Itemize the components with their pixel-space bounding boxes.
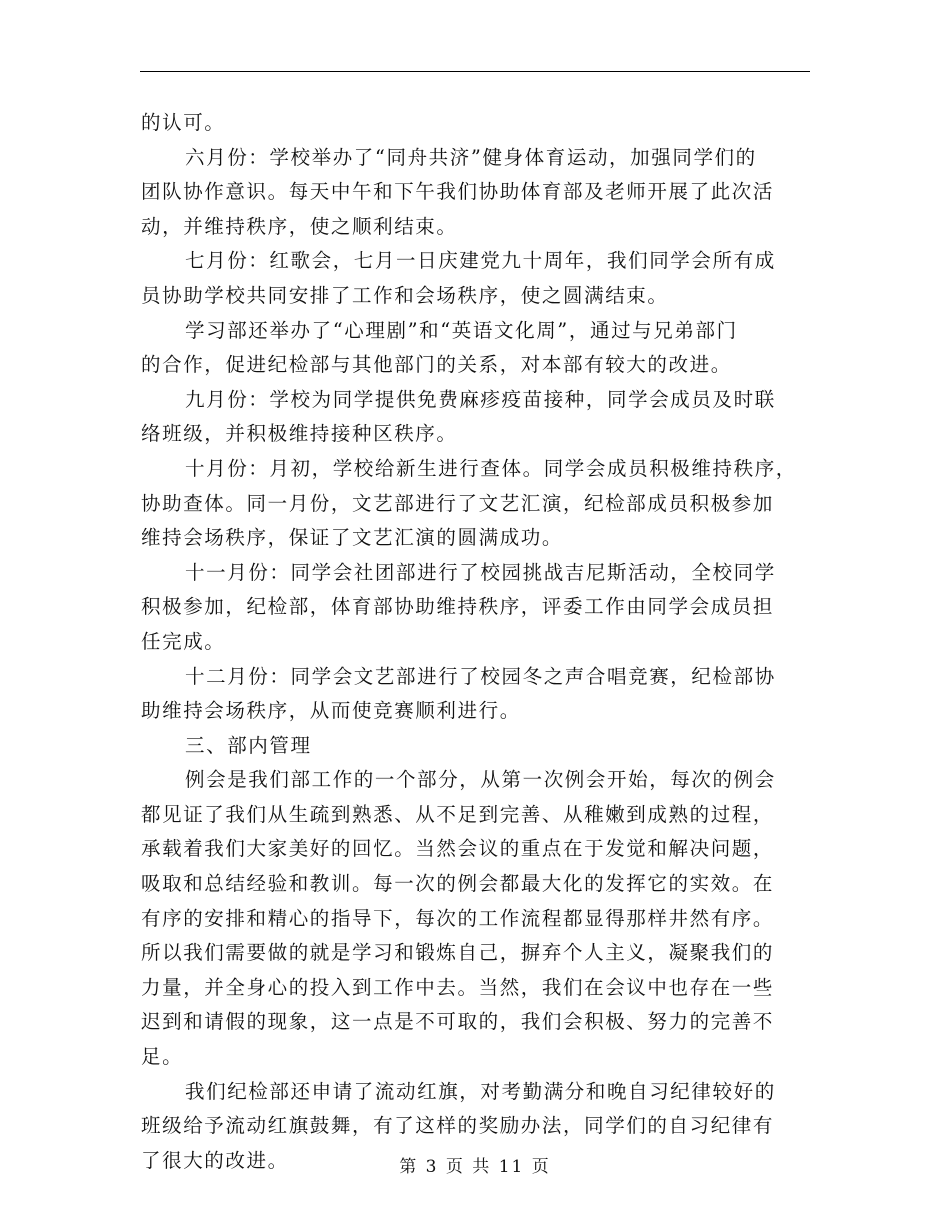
text-line: 维持会场秩序，保证了文艺汇演的圆满成功。 <box>141 526 564 550</box>
text-line: 所以我们需要做的就是学习和锻炼自己，摒弃个人主义，凝聚我们的 <box>141 941 775 965</box>
text-line: 例会是我们部工作的一个部分，从第一次例会开始，每次的例会 <box>185 768 776 792</box>
text-line: 协助查体。同一月份，文艺部进行了文艺汇演，纪检部成员积极参加 <box>141 491 775 515</box>
text-line: 络班级，并积极维持接种区秩序。 <box>141 422 458 446</box>
text-line: 团队协作意识。每天中午和下午我们协助体育部及老师开展了此次活 <box>141 180 775 204</box>
header-rule <box>140 71 810 72</box>
text-line: 的认可。 <box>141 111 226 134</box>
text-line: 足。 <box>141 1045 184 1069</box>
text-line: 助维持会场秩序，从而使竞赛顺利进行。 <box>141 699 521 723</box>
text-line: 力量，并全身心的投入到工作中去。当然，我们在会议中也存在一些 <box>141 975 775 999</box>
text-line: 七月份：红歌会，七月一日庆建党九十周年，我们同学会所有成 <box>185 249 776 273</box>
text-line: 三、部内管理 <box>185 733 312 757</box>
document-body <box>141 106 809 1178</box>
text-line: 十一月份：同学会社团部进行了校园挑战吉尼斯活动，全校同学 <box>185 560 776 584</box>
text-line: 十二月份：同学会文艺部进行了校园冬之声合唱竞赛，纪检部协 <box>185 664 776 688</box>
text-line: 班级给予流动红旗鼓舞，有了这样的奖励办法，同学们的自习纪律有 <box>141 1114 775 1138</box>
text-line: 任完成。 <box>141 629 226 653</box>
text-line: 六月份：学校举办了“同舟共济”健身体育运动，加强同学们的 <box>185 145 757 169</box>
text-line: 的合作，促进纪检部与其他部门的关系，对本部有较大的改进。 <box>141 353 732 377</box>
text-line: 了很大的改进。 <box>141 1148 289 1172</box>
text-line: 迟到和请假的现象，这一点是不可取的，我们会积极、努力的完善不 <box>141 1010 775 1034</box>
text-line: 员协助学校共同安排了工作和会场秩序，使之圆满结束。 <box>141 283 669 307</box>
text-line: 积极参加，纪检部，体育部协助维持秩序，评委工作由同学会成员担 <box>141 595 775 619</box>
text-line: 都见证了我们从生疏到熟悉、从不足到完善、从稚嫩到成熟的过程， <box>141 802 775 826</box>
text-line: 学习部还举办了“心理剧”和“英语文化周”，通过与兄弟部门 <box>185 318 738 342</box>
text-line: 动，并维持秩序，使之顺利结束。 <box>141 214 458 238</box>
text-line: 我们纪检部还申请了流动红旗，对考勤满分和晚自习纪律较好的 <box>185 1079 776 1103</box>
text-line: 有序的安排和精心的指导下，每次的工作流程都显得那样井然有序。 <box>141 906 775 930</box>
text-line: 九月份：学校为同学提供免费麻疹疫苗接种，同学会成员及时联 <box>185 387 776 411</box>
text-line: 承载着我们大家美好的回忆。当然会议的重点在于发觉和解决问题， <box>141 837 775 861</box>
text-line: 吸取和总结经验和教训。每一次的例会都最大化的发挥它的实效。在 <box>141 872 775 896</box>
text-line: 十月份：月初，学校给新生进行查体。同学会成员积极维持秩序， <box>185 456 797 480</box>
page-number-footer: 第 3 页 共 11 页 <box>399 1157 551 1177</box>
